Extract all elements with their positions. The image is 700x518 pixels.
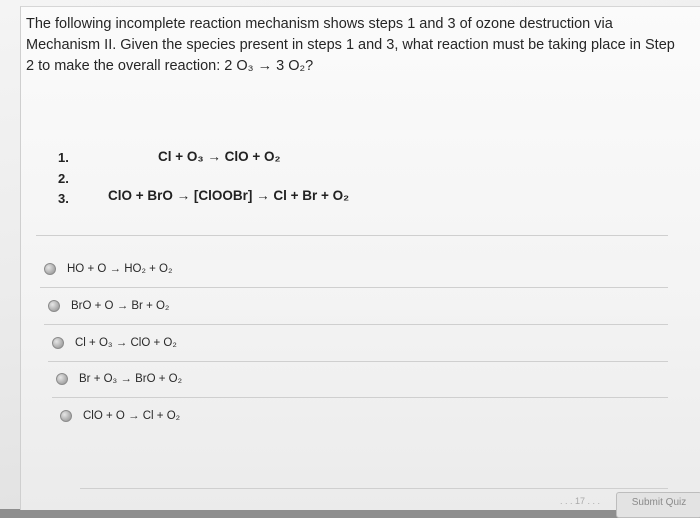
answer-option-label: Cl + O₃ → ClO + O₂ (75, 337, 177, 349)
answer-option-label: Br + O₃ → BrO + O₂ (79, 373, 183, 385)
divider (36, 235, 668, 236)
footer-divider (80, 488, 668, 489)
footer-partial-text: . . . 17 . . . (560, 496, 601, 506)
answer-option-5[interactable] (60, 410, 180, 422)
submit-quiz-button[interactable]: Submit Quiz (616, 492, 700, 518)
divider (40, 287, 668, 288)
step-2-number: 2. (58, 171, 69, 186)
answer-option-label: ClO + O → Cl + O₂ (83, 410, 181, 422)
question-line-3: 2 to make the overall reaction: 2 O₃ → 3 O₂? (26, 58, 314, 74)
question-line-2: Mechanism II. Given the species present in steps 1 and 3, what reaction must be taking place in Step (26, 37, 675, 53)
answer-option-4[interactable] (56, 373, 182, 385)
radio-button[interactable] (52, 337, 64, 349)
quiz-card (20, 6, 700, 510)
divider (48, 361, 668, 362)
step-3-number: 3. (58, 191, 69, 206)
step-1-number: 1. (58, 150, 69, 165)
step-1-equation: Cl + O₃ → ClO + O₂ (158, 149, 281, 164)
answer-option-1[interactable] (44, 263, 172, 275)
divider (44, 324, 668, 325)
divider (52, 397, 668, 398)
question-text (26, 14, 686, 77)
radio-button[interactable] (48, 300, 60, 312)
step-3-equation: ClO + BrO → [ClOOBr] → Cl + Br + O₂ (108, 188, 350, 203)
answer-option-label: HO + O → HO₂ + O₂ (67, 263, 173, 275)
answer-option-2[interactable] (48, 300, 169, 312)
radio-button[interactable] (60, 410, 72, 422)
answer-option-label: BrO + O → Br + O₂ (71, 300, 170, 312)
question-line-1: The following incomplete reaction mechanism shows steps 1 and 3 of ozone destruction via (26, 16, 613, 32)
answer-option-3[interactable] (52, 337, 177, 349)
radio-button[interactable] (44, 263, 56, 275)
radio-button[interactable] (56, 373, 68, 385)
